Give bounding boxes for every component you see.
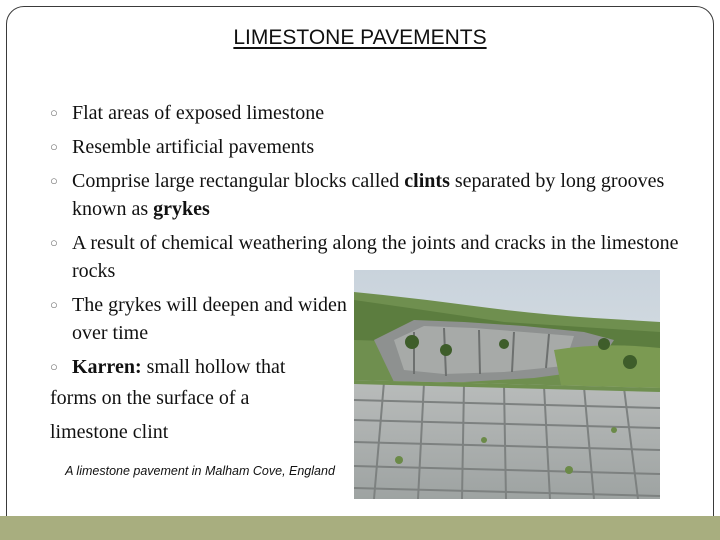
slide-title: LIMESTONE PAVEMENTS	[233, 26, 487, 49]
term-clints: clints	[404, 170, 450, 192]
bullet-item: ○ The grykes will deepen and widen over time	[50, 291, 357, 347]
bullet-item: ○ Comprise large rectangular blocks called clints separated by long grooves known as grykes	[50, 167, 680, 223]
hollow-bullet-icon: ○	[50, 173, 58, 188]
hollow-bullet-icon: ○	[50, 235, 58, 250]
hollow-bullet-icon: ○	[50, 139, 58, 154]
term-grykes: grykes	[153, 198, 210, 220]
bullet-item: ○ Flat areas of exposed limestone	[50, 99, 680, 127]
photo-caption: A limestone pavement in Malham Cove, England	[65, 464, 335, 478]
hollow-bullet-icon: ○	[50, 359, 58, 374]
bullet-item: ○ Karren: small hollow that	[50, 353, 357, 381]
term-karren: Karren:	[72, 356, 142, 378]
bullet-item: ○ A result of chemical weathering along the joints and cracks in the limestone rocks	[50, 229, 680, 285]
continuation-text: forms on the surface of a limestone clint	[50, 387, 250, 443]
hollow-bullet-icon: ○	[50, 105, 58, 120]
bullet-item: ○ Resemble artificial pavements	[50, 133, 680, 161]
hollow-bullet-icon: ○	[50, 297, 58, 312]
bottom-bar	[0, 516, 720, 540]
limestone-pavement-photo	[354, 270, 660, 499]
